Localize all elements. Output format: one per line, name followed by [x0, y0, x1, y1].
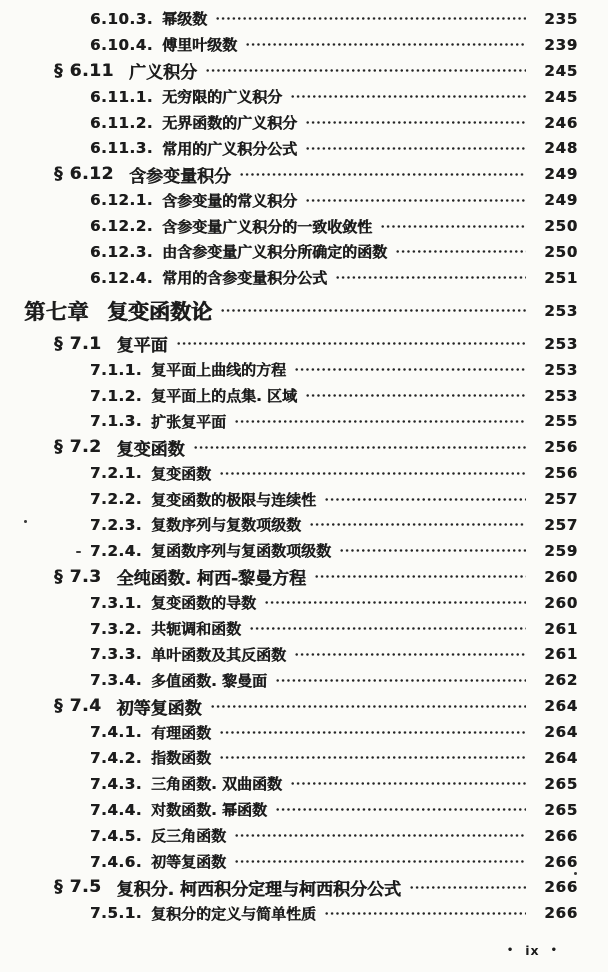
entry-title: 有理函数	[151, 723, 212, 742]
leader-dots	[339, 549, 526, 552]
leader-dots	[314, 575, 526, 578]
entry-page-number: 257	[544, 515, 578, 534]
entry-number: 7.3.2.	[90, 619, 143, 638]
entry-title: 广义积分	[128, 63, 197, 84]
entry-title: 复平面上曲线的方程	[151, 361, 287, 380]
leader-dots	[305, 121, 526, 124]
page-footer	[507, 943, 558, 958]
toc-entry	[0, 84, 578, 110]
entry-page-number: 259	[544, 541, 578, 560]
entry-page-number: 245	[544, 87, 578, 106]
leader-dots	[249, 627, 526, 630]
entry-number: 7.2.4.	[90, 541, 143, 560]
toc-entry	[0, 849, 578, 875]
leader-dots	[234, 860, 526, 863]
entry-page-number: 249	[544, 165, 578, 184]
leader-dots	[245, 43, 526, 46]
entry-page-number: 264	[544, 723, 578, 742]
leader-dots	[409, 886, 526, 889]
entry-title: 复变函数	[116, 439, 185, 460]
entry-page-number: 265	[544, 800, 578, 819]
toc-entry	[0, 110, 578, 136]
entry-title: 对数函数. 幂函数	[151, 801, 267, 820]
toc-entry	[0, 641, 578, 667]
entry-number: 6.12.4.	[90, 268, 154, 287]
leader-dots	[234, 420, 526, 423]
leader-dots	[305, 394, 526, 397]
entry-page-number: 235	[544, 9, 578, 28]
entry-number: 6.12.3.	[90, 242, 154, 261]
entry-number: 7.2.1.	[90, 464, 143, 483]
entry-title: 单叶函数及其反函数	[151, 645, 287, 664]
entry-title: 含参变量的常义积分	[162, 191, 298, 210]
leader-dots	[294, 368, 526, 371]
toc-entry	[0, 771, 578, 797]
entry-number: 第七章	[24, 299, 89, 324]
entry-title: 三角函数. 双曲函数	[151, 775, 282, 794]
entry-number: 7.4.5.	[90, 826, 143, 845]
entry-title: 复变函数的导数	[151, 594, 257, 613]
entry-page-number: 239	[544, 35, 578, 54]
entry-page-number: 246	[544, 113, 578, 132]
leader-dots	[219, 472, 526, 475]
entry-title: 复积分的定义与简单性质	[151, 904, 317, 923]
toc-entry	[0, 616, 578, 642]
toc-entry	[0, 693, 578, 719]
leader-dots	[215, 17, 526, 20]
entry-number: § 6.11	[54, 60, 114, 81]
toc-entry	[0, 538, 578, 564]
entry-page-number: 256	[544, 464, 578, 483]
entry-title: 无穷限的广义积分	[162, 88, 283, 107]
toc-entry	[0, 161, 578, 187]
toc-entry	[0, 745, 578, 771]
toc-entry	[0, 460, 578, 486]
entry-title: 含参变量广义积分的一致收敛性	[162, 217, 373, 236]
toc-entry	[0, 291, 578, 331]
entry-number: § 7.3	[54, 566, 102, 587]
toc-entry	[0, 187, 578, 213]
entry-title: 初等复函数	[151, 853, 227, 872]
leader-dots	[239, 173, 526, 176]
entry-number: § 7.1	[54, 333, 102, 354]
entry-page-number: 253	[544, 334, 578, 353]
entry-title: 复数序列与复数项级数	[151, 516, 302, 535]
entry-number: 7.4.1.	[90, 723, 143, 742]
leader-dots	[220, 309, 526, 312]
toc-entry	[0, 434, 578, 460]
entry-title: 扩张复平面	[151, 412, 227, 431]
entry-title: 含参变量积分	[128, 166, 231, 187]
entry-page-number: 253	[544, 301, 578, 320]
entry-number: 7.4.6.	[90, 852, 143, 871]
entry-number: 7.3.1.	[90, 593, 143, 612]
entry-page-number: 266	[544, 852, 578, 871]
toc-entry	[0, 331, 578, 357]
entry-number: § 7.4	[54, 696, 102, 717]
entry-number: 7.5.1.	[90, 904, 143, 923]
entry-title: 指数函数	[151, 749, 212, 768]
entry-number: 7.1.2.	[90, 386, 143, 405]
entry-page-number: 261	[544, 645, 578, 664]
entry-page-number: 260	[544, 593, 578, 612]
entry-title: 常用的广义积分公式	[162, 139, 298, 158]
toc-entry	[0, 213, 578, 239]
entry-title: 幂级数	[162, 10, 208, 29]
entry-page-number: 261	[544, 619, 578, 638]
entry-title: 由含参变量广义积分所确定的函数	[162, 243, 388, 262]
leader-dots	[380, 225, 526, 228]
toc-entry	[0, 823, 578, 849]
entry-page-number: 251	[544, 268, 578, 287]
entry-title: 复变函数	[151, 464, 212, 483]
entry-title: 无界函数的广义积分	[162, 114, 298, 132]
entry-page-number: 266	[544, 904, 578, 923]
entry-number: 7.3.4.	[90, 671, 143, 690]
leader-dots	[264, 601, 526, 604]
leader-dots	[210, 705, 526, 708]
entry-number: 6.10.4.	[90, 35, 154, 54]
entry-number: 6.11.2.	[90, 113, 154, 132]
leader-dots	[205, 69, 526, 72]
bullet-icon: •	[506, 945, 515, 956]
entry-number: § 6.12	[54, 164, 114, 185]
entry-title: 多值函数. 黎曼面	[151, 671, 267, 690]
entry-page-number: 262	[544, 671, 578, 690]
leader-dots	[290, 95, 526, 98]
entry-number: 7.4.3.	[90, 774, 143, 793]
leader-dots	[275, 679, 526, 682]
leader-dots	[219, 731, 526, 734]
leader-dots	[305, 147, 526, 150]
entry-page-number: 266	[544, 878, 578, 897]
entry-page-number: 266	[544, 826, 578, 845]
entry-number: 7.3.3.	[90, 645, 143, 664]
entry-title: 初等复函数	[116, 698, 202, 719]
entry-title: 反三角函数	[151, 827, 227, 846]
leader-dots	[219, 756, 526, 759]
leader-dots	[294, 653, 526, 656]
toc-entry	[0, 383, 578, 409]
entry-page-number: 250	[544, 242, 578, 261]
entry-page-number: 257	[544, 490, 578, 509]
entry-title: 复变函数的极限与连续性	[151, 490, 317, 509]
entry-page-number: 265	[544, 774, 578, 793]
entry-page-number: 245	[544, 61, 578, 80]
toc-entry	[0, 797, 578, 823]
entry-title: 复平面上的点集. 区域	[151, 387, 297, 406]
leader-dots	[275, 808, 526, 811]
toc-entry	[0, 58, 578, 84]
leader-dots	[395, 250, 526, 253]
leader-dots	[305, 199, 526, 202]
entry-number: 6.10.3.	[90, 9, 154, 28]
entry-number: 7.1.3.	[90, 412, 143, 431]
toc-entry	[0, 719, 578, 745]
entry-page-number: 260	[544, 567, 578, 586]
entry-page-number: 253	[544, 360, 578, 379]
scan-speckle	[76, 551, 81, 553]
toc-entry	[0, 135, 578, 161]
leader-dots	[290, 782, 526, 785]
entry-number: 7.2.3.	[90, 515, 143, 534]
entry-page-number: 264	[544, 748, 578, 767]
entry-number: 6.12.2.	[90, 217, 154, 236]
toc-entry	[0, 667, 578, 693]
leader-dots	[234, 834, 526, 837]
entry-page-number: 255	[544, 412, 578, 431]
leader-dots	[335, 276, 526, 279]
entry-page-number: 264	[544, 697, 578, 716]
leader-dots	[176, 342, 526, 345]
entry-number: 6.11.1.	[90, 87, 154, 106]
leader-dots	[193, 446, 526, 449]
toc-entry	[0, 564, 578, 590]
entry-number: 7.4.2.	[90, 748, 143, 767]
scan-speckle	[574, 872, 577, 875]
entry-title: 常用的含参变量积分公式	[162, 269, 328, 288]
entry-title: 复变函数论	[106, 299, 212, 324]
entry-number: 7.4.4.	[90, 800, 143, 819]
entry-title: 复平面	[116, 336, 168, 357]
entry-title: 复函数序列与复函数项级数	[151, 542, 332, 561]
toc-entry	[0, 408, 578, 434]
entry-page-number: 249	[544, 191, 578, 210]
toc-entry	[0, 6, 578, 32]
entry-number: § 7.5	[54, 877, 102, 898]
entry-number: 6.11.3.	[90, 139, 154, 158]
entry-number: 7.2.2.	[90, 490, 143, 509]
toc-entry	[0, 486, 578, 512]
toc-entry	[0, 357, 578, 383]
toc-entry	[0, 239, 578, 265]
entry-title: 全纯函数. 柯西-黎曼方程	[116, 569, 306, 590]
entry-number: 6.12.1.	[90, 191, 154, 210]
toc-entry	[0, 265, 578, 291]
entry-page-number: 253	[544, 386, 578, 405]
entry-page-number: 248	[544, 139, 578, 158]
entry-page-number: 256	[544, 438, 578, 457]
bullet-icon: •	[550, 945, 558, 956]
entry-title: 共轭调和函数	[151, 620, 242, 639]
leader-dots	[324, 912, 526, 915]
entry-number: 7.1.1.	[90, 360, 143, 379]
toc-entry	[0, 32, 578, 58]
entry-number: § 7.2	[54, 437, 102, 458]
folio-page-number: ix	[525, 943, 540, 958]
scan-speckle	[24, 520, 27, 523]
entry-title: 傅里叶级数	[162, 36, 238, 55]
leader-dots	[309, 523, 526, 526]
entry-title: 复积分. 柯西积分定理与柯西积分公式	[116, 879, 401, 900]
toc-entry	[0, 590, 578, 616]
toc-entry	[0, 875, 578, 901]
entry-page-number: 250	[544, 217, 578, 236]
leader-dots	[324, 498, 526, 501]
toc-entry	[0, 900, 578, 926]
toc-entry	[0, 512, 578, 538]
